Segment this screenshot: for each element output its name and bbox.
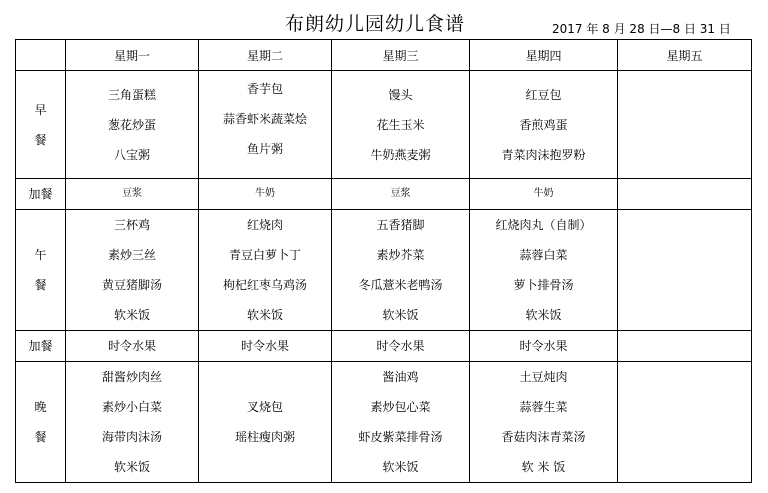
- dish: 软 米 饭: [521, 460, 566, 474]
- header-row: [16, 40, 752, 71]
- day-header: 星期四: [470, 40, 618, 71]
- lunch-fri: [618, 210, 752, 331]
- dish: 虾皮紫菜排骨汤: [358, 430, 443, 444]
- meal-label-char: 早: [34, 102, 47, 117]
- dinner-thu: [470, 362, 618, 483]
- dinner-tue: [199, 362, 332, 483]
- dish: 蒜香虾米蔬菜烩: [222, 112, 307, 126]
- dish: 叉烧包: [246, 400, 283, 414]
- dish: 素炒芥菜: [376, 248, 425, 262]
- day-header: 星期一: [66, 40, 199, 71]
- snack1-mon: 豆浆: [66, 179, 199, 210]
- dish: 青豆白萝卜丁: [228, 248, 301, 262]
- snack2-wed: 时令水果: [332, 331, 470, 362]
- page-title: 布朗幼儿园幼儿食谱: [285, 13, 466, 35]
- dish: 黄豆猪脚汤: [101, 278, 162, 292]
- meal-label-char: 午: [34, 248, 47, 262]
- dinner-wed: [332, 362, 470, 483]
- day-header: 星期三: [332, 40, 470, 71]
- dish: 红豆包: [525, 87, 562, 102]
- dish: 三角蛋糕: [107, 87, 156, 102]
- dish: 软米饭: [246, 308, 283, 322]
- meal-label-char: 餐: [34, 430, 47, 444]
- breakfast-mon: [66, 71, 199, 179]
- meal-label-dinner: [16, 362, 66, 483]
- dish: 素炒包心菜: [370, 400, 431, 414]
- dish: 五香猪脚: [376, 218, 425, 232]
- dish: 香煎鸡蛋: [519, 117, 568, 132]
- breakfast-row: [16, 71, 752, 179]
- snack1-tue: 牛奶: [199, 179, 332, 210]
- dish: 萝卜排骨汤: [513, 278, 574, 292]
- snack2-tue: 时令水果: [199, 331, 332, 362]
- snack1-thu: 牛奶: [470, 179, 618, 210]
- dish: 素炒三丝: [107, 248, 156, 262]
- breakfast-tue: [199, 71, 332, 179]
- dish: 蒜蓉白菜: [519, 248, 568, 262]
- dish: 鱼片粥: [246, 142, 283, 156]
- dish: 软米饭: [382, 308, 419, 322]
- dish: 牛奶燕麦粥: [370, 147, 431, 162]
- dish: 枸杞红枣乌鸡汤: [222, 278, 307, 292]
- dinner-fri: [618, 362, 752, 483]
- dish: 青菜肉沫抱罗粉: [501, 147, 586, 162]
- lunch-row: [16, 210, 752, 331]
- snack2-fri: [618, 331, 752, 362]
- dish: 甜酱炒肉丝: [101, 370, 162, 384]
- dish: 馒头: [388, 87, 413, 102]
- dish: 八宝粥: [113, 147, 150, 162]
- lunch-wed: [332, 210, 470, 331]
- dish: 花生玉米: [376, 117, 425, 132]
- dinner-mon: [66, 362, 199, 483]
- breakfast-wed: [332, 71, 470, 179]
- dish: 软米饭: [382, 460, 419, 474]
- snack2-mon: 时令水果: [66, 331, 199, 362]
- meal-label-char: 餐: [34, 278, 47, 292]
- meal-label-lunch: [16, 210, 66, 331]
- snack2-thu: 时令水果: [470, 331, 618, 362]
- dish: 葱花炒蛋: [107, 117, 156, 132]
- dish: 红烧肉: [246, 218, 283, 232]
- dish: 软米饭: [525, 308, 562, 322]
- breakfast-fri: [618, 71, 752, 179]
- day-header: 星期二: [199, 40, 332, 71]
- dish: 瑶柱瘦肉粥: [234, 430, 295, 444]
- snack1-wed: 豆浆: [332, 179, 470, 210]
- dish: 三杯鸡: [113, 218, 150, 232]
- dish: 海带肉沫汤: [101, 430, 162, 444]
- dish: 软米饭: [113, 308, 150, 322]
- meal-label-snack: 加餐: [16, 179, 66, 210]
- lunch-mon: [66, 210, 199, 331]
- meal-label-char: 晚: [34, 400, 47, 414]
- snack1-fri: [618, 179, 752, 210]
- dish: 香菇肉沫青菜汤: [501, 430, 586, 444]
- dish: 冬瓜薏米老鸭汤: [358, 278, 443, 292]
- dish: 蒜蓉生菜: [519, 400, 568, 414]
- meal-label-char: 餐: [34, 132, 47, 147]
- dish: 香芋包: [246, 82, 283, 96]
- breakfast-thu: [470, 71, 618, 179]
- lunch-thu: [470, 210, 618, 331]
- dish: 酱油鸡: [382, 370, 419, 384]
- snack2-row: [16, 331, 752, 362]
- lunch-tue: [199, 210, 332, 331]
- meal-label-breakfast: [16, 71, 66, 179]
- dish: 素炒小白菜: [101, 400, 162, 414]
- menu-table: [15, 39, 752, 483]
- meal-label-snack: 加餐: [16, 331, 66, 362]
- dish: 红烧肉丸（自制）: [495, 218, 592, 232]
- dish: 土豆炖肉: [519, 370, 568, 384]
- day-header: 星期五: [618, 40, 752, 71]
- dinner-row: [16, 362, 752, 483]
- corner-cell: [16, 40, 66, 71]
- date-range: 2017 年 8 月 28 日—8 日 31 日: [552, 22, 731, 36]
- dish: 软米饭: [113, 460, 150, 474]
- snack1-row: [16, 179, 752, 210]
